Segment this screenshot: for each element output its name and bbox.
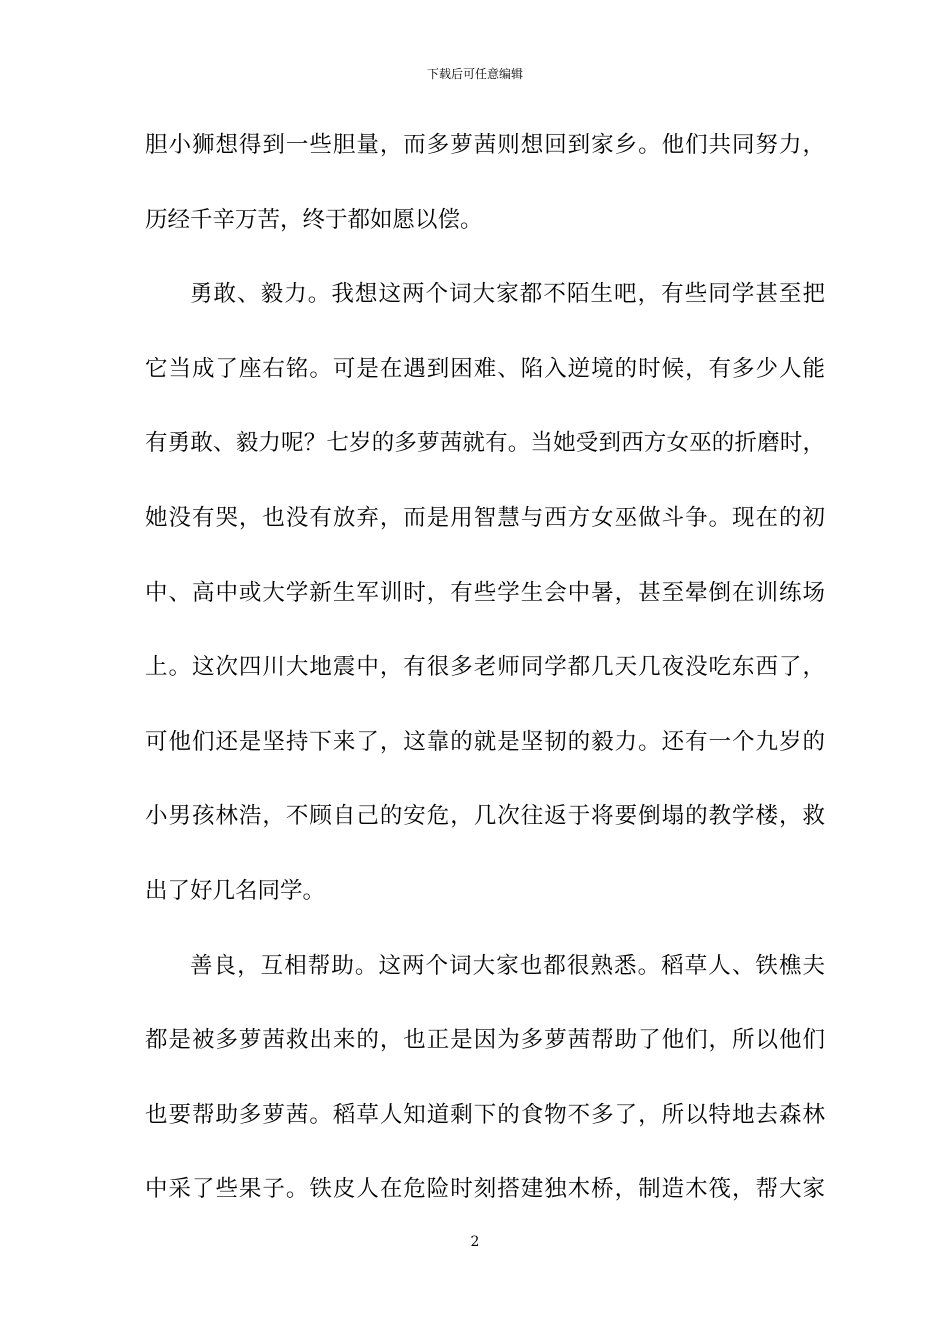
text-line: 出了好几名同学。 (145, 877, 326, 904)
text-line: 中采了些果子。铁皮人在危险时刻搭建独木桥，制造木筏，帮大家 (145, 1176, 825, 1203)
page-number: 2 (470, 1234, 480, 1250)
text-line: 胆小狮想得到一些胆量，而多萝茜则想回到家乡。他们共同努力， (145, 132, 825, 158)
text-line: 也要帮助多萝茜。稻草人知道剩下的食物不多了，所以特地去森林 (145, 1101, 825, 1128)
text-line: 它当成了座右铭。可是在遇到困难、陷入逆境的时候，有多少人能 (145, 355, 825, 382)
text-line: 历经千辛万苦，终于都如愿以偿。 (145, 206, 483, 233)
text-line: 她没有哭，也没有放弃，而是用智慧与西方女巫做斗争。现在的初 (145, 504, 825, 531)
document-body (145, 125, 825, 1244)
page-header: 下载后可任意编辑 (426, 67, 523, 81)
text-line: 可他们还是坚持下来了，这靠的就是坚韧的毅力。还有一个九岁的 (145, 728, 825, 755)
text-line: 小男孩林浩，不顾自己的安危，几次往返于将要倒塌的教学楼，救 (145, 803, 825, 830)
text-line: 中、高中或大学新生军训时，有些学生会中暑，甚至晕倒在训练场 (145, 579, 825, 606)
text-line: 都是被多萝茜救出来的，也正是因为多萝茜帮助了他们，所以他们 (145, 1027, 825, 1054)
text-line: 勇敢、毅力。我想这两个词大家都不陌生吧，有些同学甚至把 (190, 281, 825, 308)
text-line: 上。这次四川大地震中，有很多老师同学都几天几夜没吃东西了， (145, 654, 825, 681)
text-line: 善良，互相帮助。这两个词大家也都很熟悉。稻草人、铁樵夫 (190, 952, 825, 979)
text-line: 有勇敢、毅力呢？七岁的多萝茜就有。当她受到西方女巫的折磨时， (145, 430, 825, 457)
